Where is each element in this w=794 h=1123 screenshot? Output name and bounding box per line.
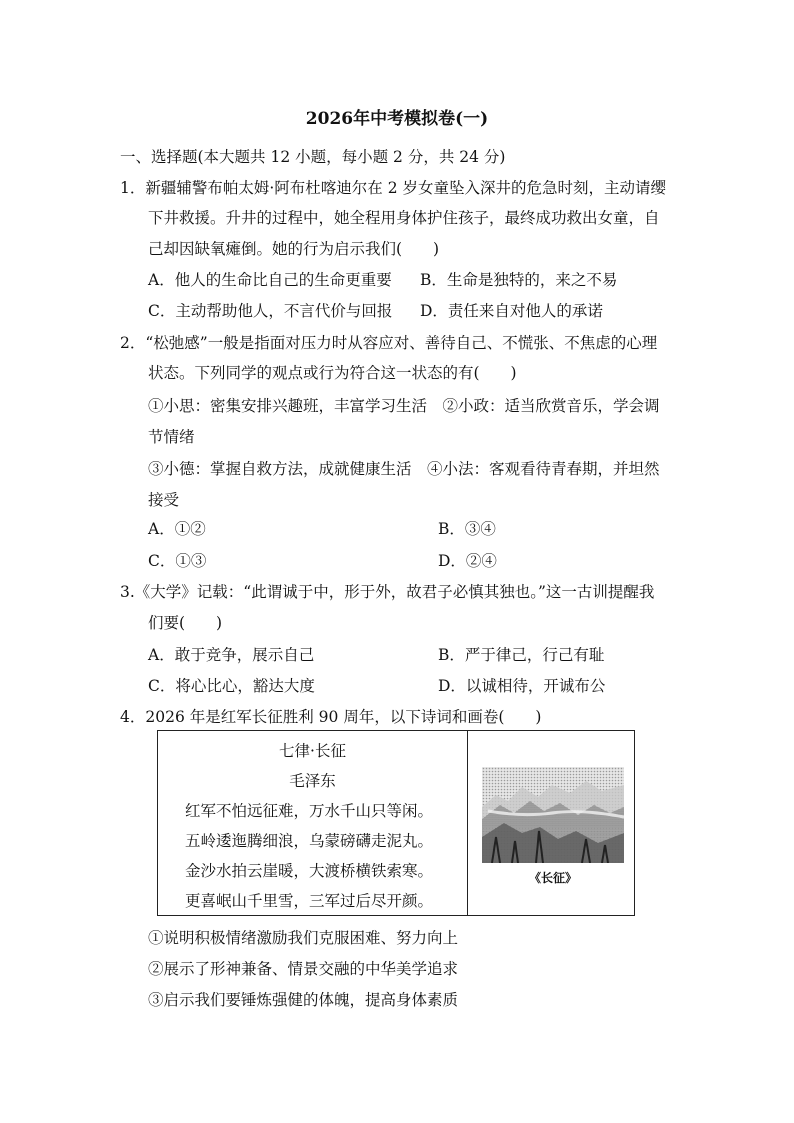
q4-statement-1: ①说明积极情绪激励我们克服困难、努力向上 bbox=[148, 929, 459, 947]
q3-option-c: C．将心比心，豁达大度 bbox=[148, 677, 315, 695]
poem-line-4: 更喜岷山千里雪，三军过后尽开颜。 bbox=[185, 892, 434, 910]
q3-line-2: 们要( ) bbox=[148, 614, 223, 632]
q2-line-1: 2．“松弛感”一般是指面对压力时从容应对、善待自己、不慌张、不焦虑的心理 bbox=[120, 334, 658, 352]
q1-line-3: 己却因缺氧瘫倒。她的行为启示我们( ) bbox=[148, 240, 440, 258]
q2-line-3: ①小思：密集安排兴趣班，丰富学习生活 ②小政：适当欣赏音乐，学会调 bbox=[148, 397, 660, 415]
poem-line-1: 红军不怕远征难，万水千山只等闲。 bbox=[185, 802, 434, 820]
q3-option-b: B．严于律己，行己有耻 bbox=[438, 646, 605, 664]
long-march-painting bbox=[482, 767, 624, 863]
q1-option-b: B．生命是独特的，来之不易 bbox=[420, 271, 618, 289]
q2-line-2: 状态。下列同学的观点或行为符合这一状态的有( ) bbox=[148, 364, 517, 382]
q1-option-a: A．他人的生命比自己的生命更重要 bbox=[148, 271, 392, 289]
poem-table bbox=[157, 730, 635, 916]
painting-caption: 《长征》 bbox=[528, 871, 577, 885]
q2-line-4: 节情绪 bbox=[148, 428, 195, 446]
q2-option-a: A．①② bbox=[148, 520, 206, 538]
q3-line-1: 3.《大学》记载：“此谓诚于中，形于外，故君子必慎其独也。”这一古训提醒我 bbox=[120, 583, 655, 601]
q4-statement-2: ②展示了形神兼备、情景交融的中华美学追求 bbox=[148, 960, 459, 978]
q3-option-d: D．以诚相待，开诚布公 bbox=[438, 677, 606, 695]
q2-line-6: 接受 bbox=[148, 491, 180, 509]
q4-stem: 4．2026 年是红军长征胜利 90 周年，以下诗词和画卷( ) bbox=[120, 708, 542, 726]
table-divider bbox=[467, 731, 468, 915]
poem-title: 七律·长征 bbox=[279, 742, 346, 760]
poem-line-2: 五岭逶迤腾细浪，乌蒙磅礴走泥丸。 bbox=[185, 832, 434, 850]
q1-option-d: D．责任来自对他人的承诺 bbox=[420, 302, 603, 320]
q1-line-2: 下井救援。升井的过程中，她全程用身体护住孩子，最终成功救出女童，自 bbox=[148, 209, 660, 227]
section-heading: 一、选择题(本大题共 12 小题，每小题 2 分，共 24 分) bbox=[120, 148, 506, 166]
poem-author: 毛泽东 bbox=[289, 772, 336, 790]
q2-option-d: D．②④ bbox=[438, 552, 497, 570]
q2-option-c: C．①③ bbox=[148, 552, 207, 570]
q3-option-a: A．敢于竞争，展示自己 bbox=[148, 646, 315, 664]
q2-line-5: ③小德：掌握自救方法，成就健康生活 ④小法：客观看待青春期，并坦然 bbox=[148, 460, 660, 478]
q4-statement-3: ③启示我们要锤炼强健的体魄，提高身体素质 bbox=[148, 991, 459, 1009]
q2-option-b: B．③④ bbox=[438, 520, 496, 538]
poem-line-3: 金沙水拍云崖暖，大渡桥横铁索寒。 bbox=[185, 862, 434, 880]
q1-option-c: C．主动帮助他人，不言代价与回报 bbox=[148, 302, 393, 320]
q1-line-1: 1．新疆辅警布帕太姆·阿布杜喀迪尔在 2 岁女童坠入深井的危急时刻，主动请缨 bbox=[120, 179, 667, 197]
exam-title: 2026年中考模拟卷(一) bbox=[305, 109, 489, 129]
